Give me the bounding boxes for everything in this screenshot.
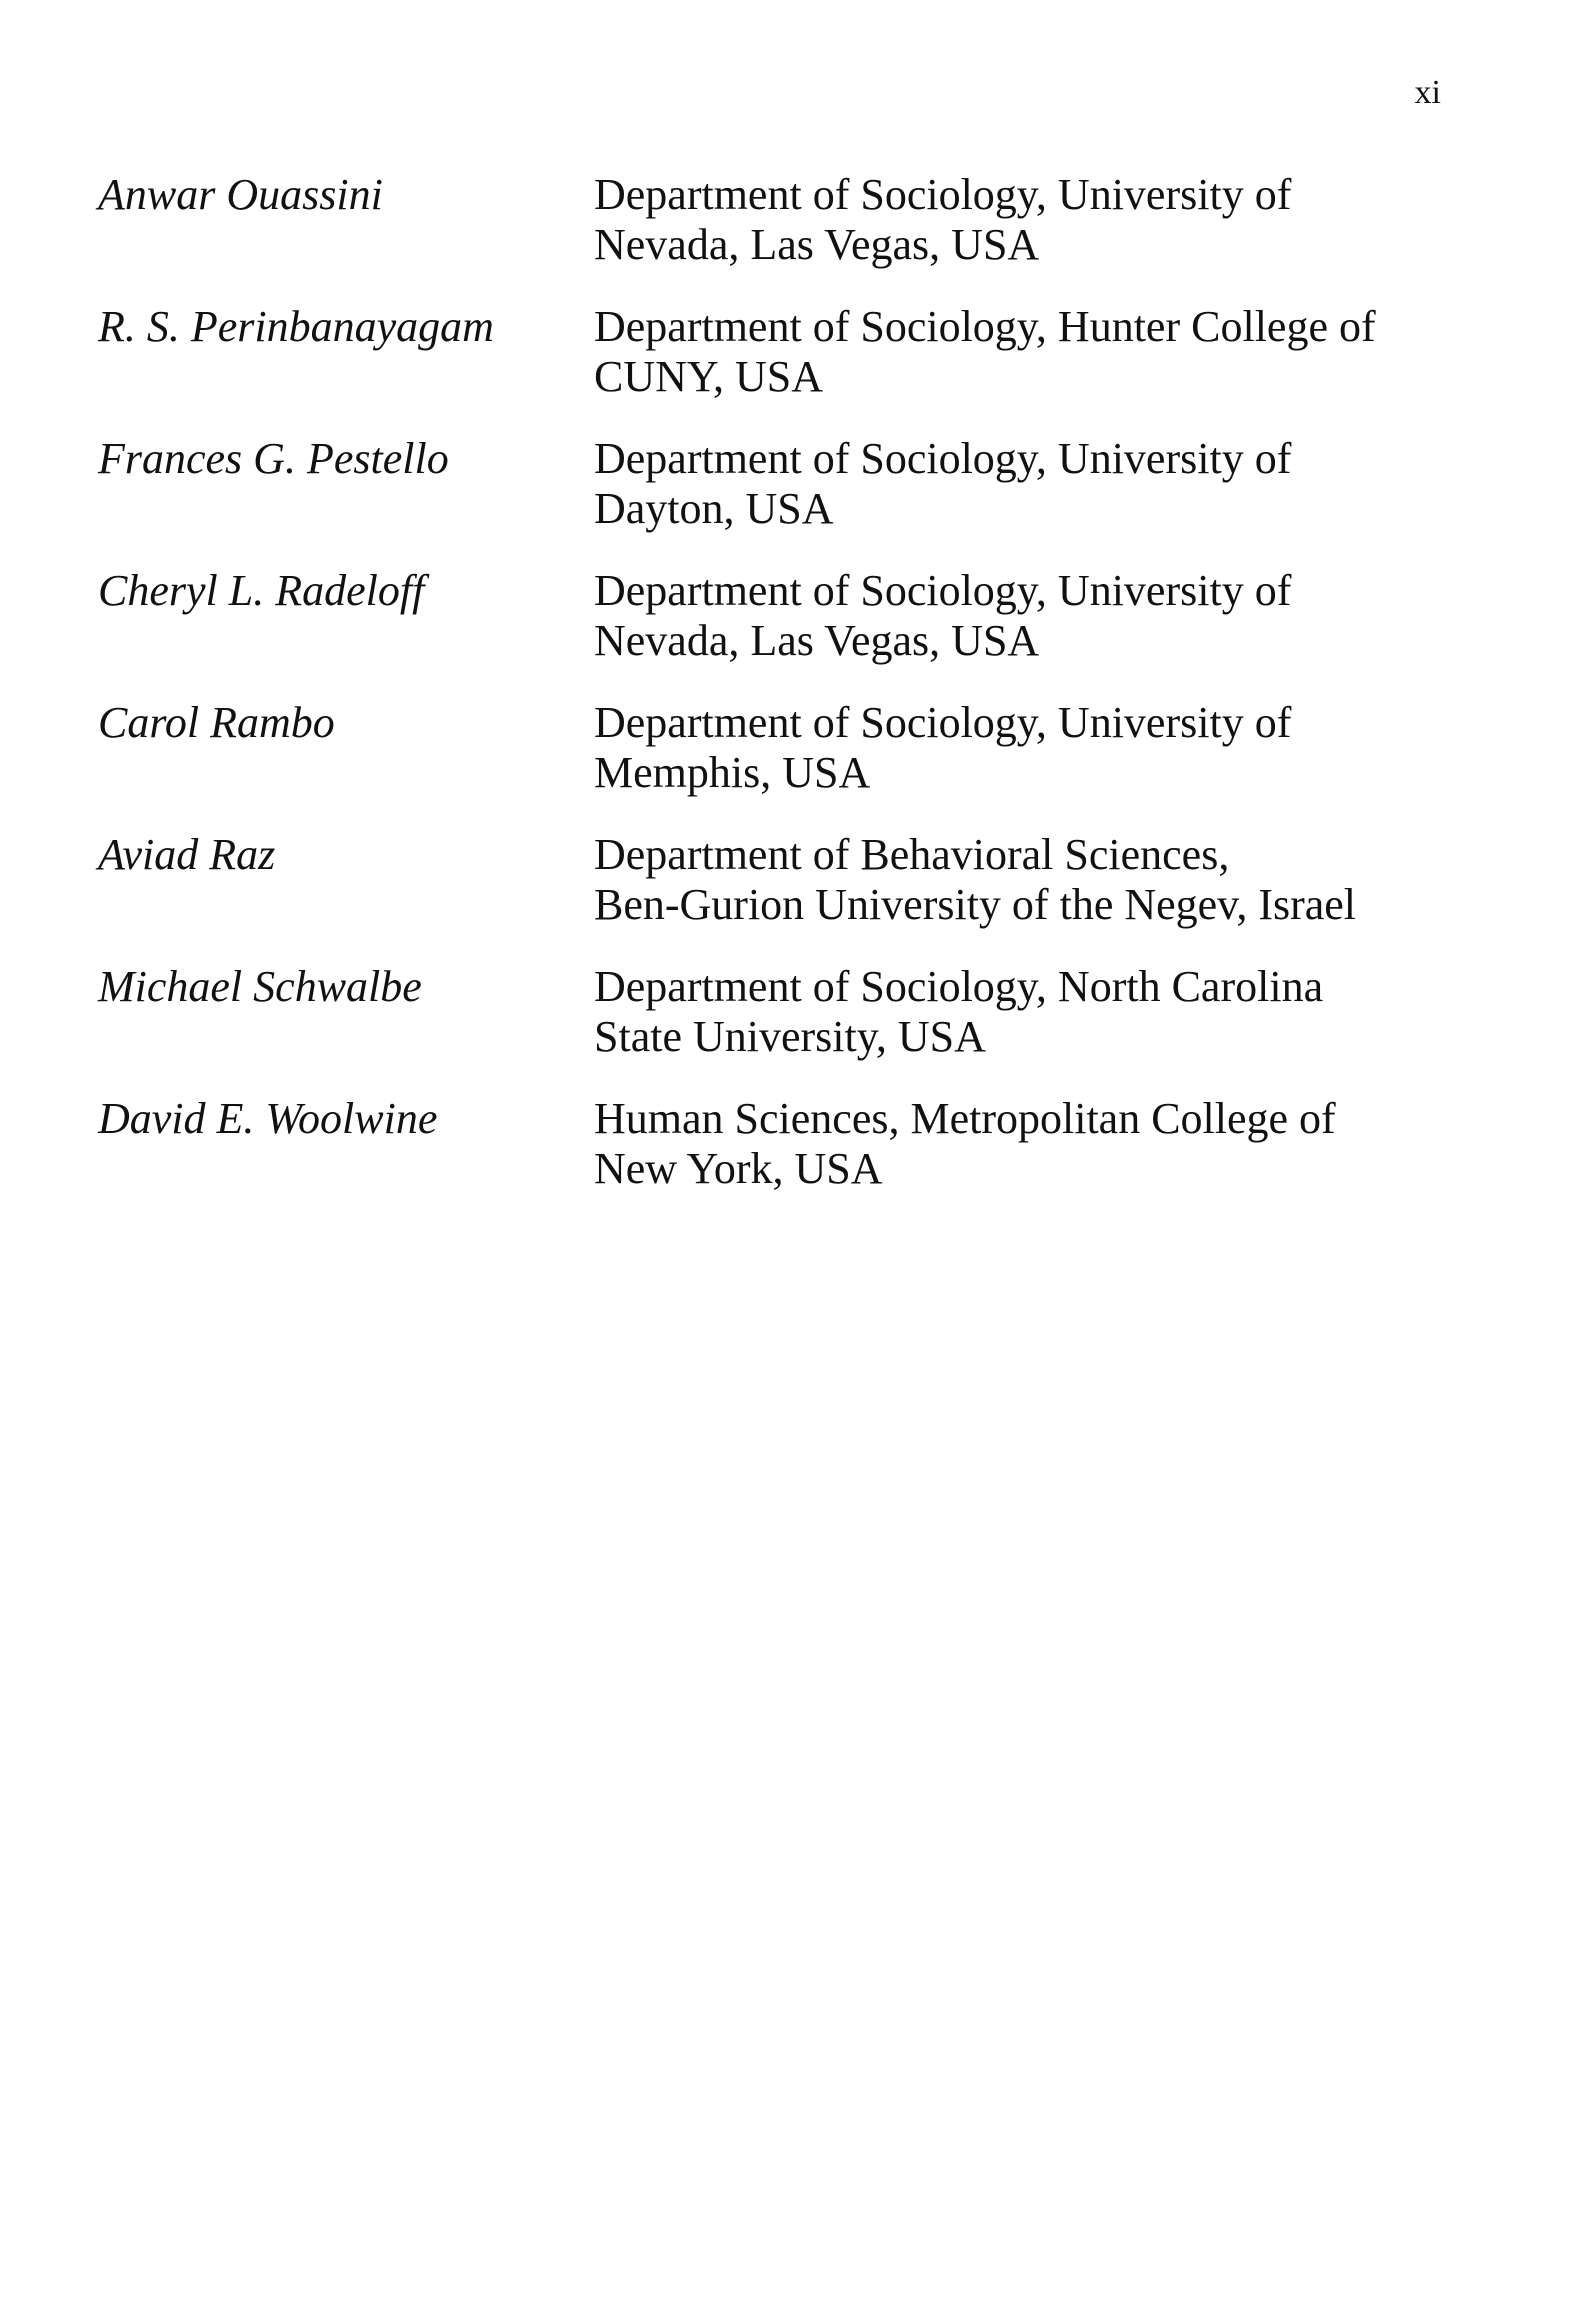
contributor-name: Anwar Ouassini <box>98 170 383 219</box>
contributor-affiliation <box>594 434 1438 534</box>
affiliation-line: CUNY, USA <box>594 352 824 401</box>
affiliation-line: Department of Sociology, North Carolina <box>594 962 1324 1011</box>
contributor-entry <box>98 1094 1438 1194</box>
affiliation-line: Department of Behavioral Sciences, <box>594 830 1230 879</box>
affiliation-line: Memphis, USA <box>594 748 871 797</box>
contributor-name: R. S. Perinbanayagam <box>98 302 494 351</box>
contributor-entry <box>98 566 1438 666</box>
contributor-affiliation <box>594 170 1438 270</box>
contributor-entry <box>98 962 1438 1062</box>
contributor-name: David E. Woolwine <box>98 1094 438 1143</box>
page-number: xi <box>1414 74 1441 111</box>
affiliation-line: Human Sciences, Metropolitan College of <box>594 1094 1336 1143</box>
affiliation-line: Department of Sociology, University of <box>594 170 1292 219</box>
affiliation-line: Dayton, USA <box>594 484 834 533</box>
contributor-affiliation <box>594 302 1438 402</box>
affiliation-line: New York, USA <box>594 1144 883 1193</box>
contributor-affiliation <box>594 962 1438 1062</box>
contributor-name: Aviad Raz <box>98 830 276 879</box>
contributor-entry <box>98 302 1438 402</box>
contributor-list <box>98 170 1438 1226</box>
contributor-entry <box>98 830 1438 930</box>
contributor-affiliation <box>594 698 1438 798</box>
contributor-name: Carol Rambo <box>98 698 335 747</box>
contributor-affiliation <box>594 830 1438 930</box>
affiliation-line: Department of Sociology, University of <box>594 698 1292 747</box>
contributor-name: Michael Schwalbe <box>98 962 422 1011</box>
affiliation-line: Department of Sociology, Hunter College of <box>594 302 1376 351</box>
contributor-affiliation <box>594 566 1438 666</box>
affiliation-line: Nevada, Las Vegas, USA <box>594 616 1040 665</box>
affiliation-line: State University, USA <box>594 1012 986 1061</box>
contributor-affiliation <box>594 1094 1438 1194</box>
contributor-name: Cheryl L. Radeloff <box>98 566 425 615</box>
affiliation-line: Department of Sociology, University of <box>594 566 1292 615</box>
contributor-entry <box>98 698 1438 798</box>
contributor-entry <box>98 434 1438 534</box>
affiliation-line: Nevada, Las Vegas, USA <box>594 220 1040 269</box>
contributor-entry <box>98 170 1438 270</box>
contributor-name: Frances G. Pestello <box>98 434 449 483</box>
affiliation-line: Ben-Gurion University of the Negev, Israel <box>594 880 1357 929</box>
affiliation-line: Department of Sociology, University of <box>594 434 1292 483</box>
